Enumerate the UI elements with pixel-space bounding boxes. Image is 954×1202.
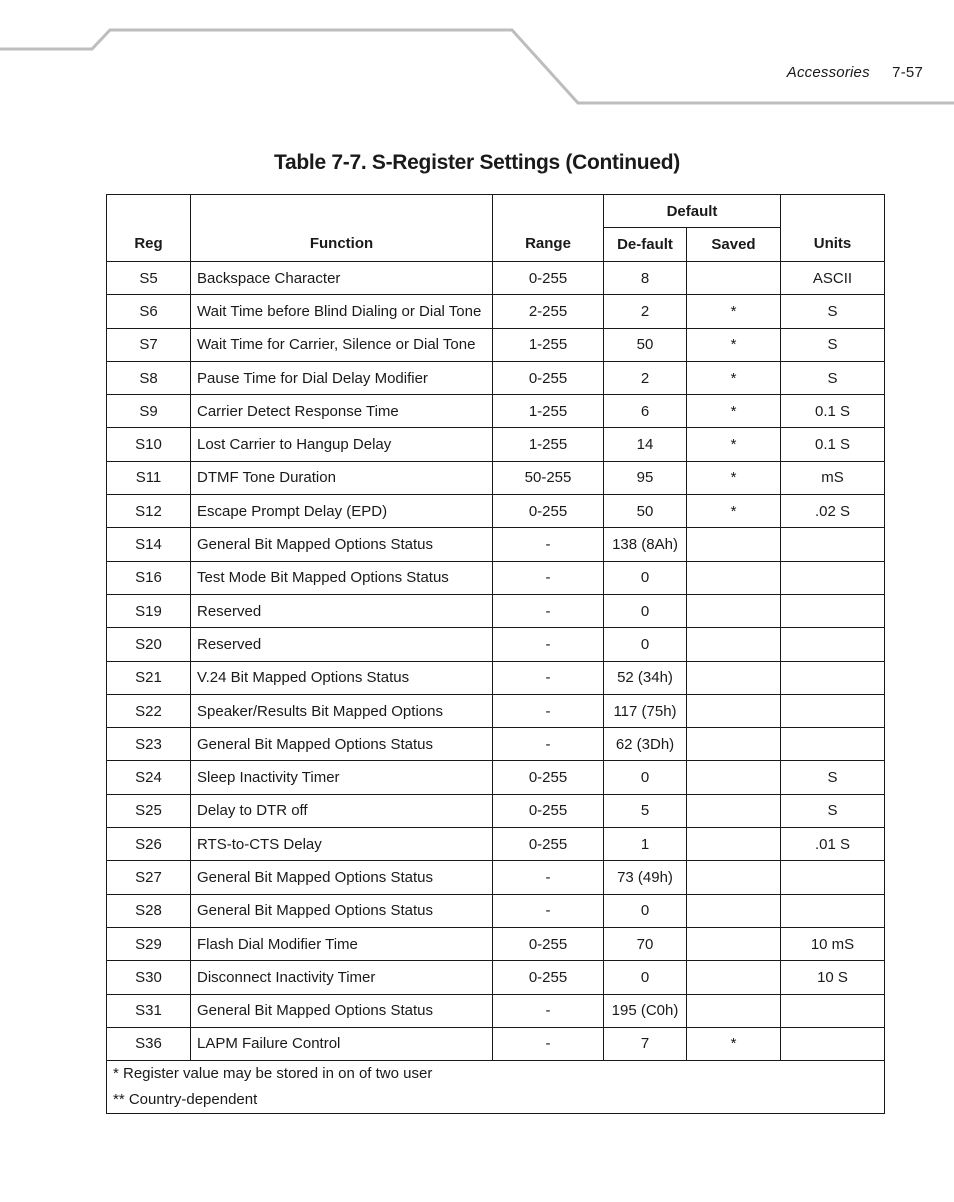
cell-default: 73 (49h) (604, 861, 687, 894)
s-register-table (106, 194, 885, 1114)
cell-reg: S9 (107, 395, 191, 428)
cell-range: - (493, 661, 604, 694)
cell-default: 0 (604, 761, 687, 794)
cell-default: 70 (604, 927, 687, 960)
cell-units: S (781, 361, 885, 394)
col-header-saved: Saved (687, 228, 781, 262)
cell-units (781, 694, 885, 727)
table-row (107, 428, 885, 461)
cell-range: - (493, 628, 604, 661)
cell-reg: S27 (107, 861, 191, 894)
cell-range: 0-255 (493, 961, 604, 994)
cell-units (781, 561, 885, 594)
cell-function: Speaker/Results Bit Mapped Options (191, 694, 493, 727)
cell-units: S (781, 328, 885, 361)
table-row (107, 461, 885, 494)
cell-saved (687, 861, 781, 894)
cell-saved: * (687, 361, 781, 394)
cell-function: Sleep Inactivity Timer (191, 761, 493, 794)
cell-saved (687, 761, 781, 794)
cell-saved (687, 994, 781, 1027)
cell-range: 50-255 (493, 461, 604, 494)
cell-saved (687, 828, 781, 861)
cell-default: 6 (604, 395, 687, 428)
cell-default: 95 (604, 461, 687, 494)
col-header-default: De-fault (604, 228, 687, 262)
table-row (107, 328, 885, 361)
cell-default: 50 (604, 495, 687, 528)
cell-units: .02 S (781, 495, 885, 528)
cell-reg: S29 (107, 927, 191, 960)
footnote-country: ** Country-dependent (113, 1091, 258, 1109)
table-row (107, 628, 885, 661)
cell-range: - (493, 594, 604, 627)
cell-saved (687, 961, 781, 994)
cell-reg: S23 (107, 728, 191, 761)
cell-function: General Bit Mapped Options Status (191, 728, 493, 761)
cell-saved (687, 661, 781, 694)
cell-units (781, 528, 885, 561)
cell-units: 10 mS (781, 927, 885, 960)
cell-units: 0.1 S (781, 395, 885, 428)
col-header-range: Range (493, 195, 604, 262)
cell-default: 0 (604, 628, 687, 661)
cell-function: DTMF Tone Duration (191, 461, 493, 494)
table-row (107, 262, 885, 295)
cell-saved (687, 262, 781, 295)
table-row (107, 528, 885, 561)
cell-function: V.24 Bit Mapped Options Status (191, 661, 493, 694)
table-row (107, 295, 885, 328)
cell-default: 117 (75h) (604, 694, 687, 727)
cell-function: General Bit Mapped Options Status (191, 994, 493, 1027)
cell-units (781, 661, 885, 694)
cell-saved (687, 794, 781, 827)
cell-range: - (493, 894, 604, 927)
table-row (107, 361, 885, 394)
table-row (107, 828, 885, 861)
cell-default: 0 (604, 894, 687, 927)
cell-saved: * (687, 328, 781, 361)
cell-saved: * (687, 428, 781, 461)
footnote-saved: * Register value may be stored in on of two user (113, 1065, 433, 1083)
cell-default: 2 (604, 295, 687, 328)
cell-units: S (781, 761, 885, 794)
cell-range: - (493, 1027, 604, 1060)
cell-saved: * (687, 395, 781, 428)
table-row (107, 794, 885, 827)
cell-range: - (493, 728, 604, 761)
cell-default: 5 (604, 794, 687, 827)
cell-default: 50 (604, 328, 687, 361)
col-header-default-group: Default (604, 195, 781, 228)
cell-units: S (781, 794, 885, 827)
cell-saved: * (687, 461, 781, 494)
cell-saved (687, 728, 781, 761)
cell-reg: S19 (107, 594, 191, 627)
cell-function: Test Mode Bit Mapped Options Status (191, 561, 493, 594)
cell-reg: S24 (107, 761, 191, 794)
cell-range: - (493, 861, 604, 894)
table-row (107, 927, 885, 960)
table-row (107, 594, 885, 627)
header-rule-graphic (0, 0, 954, 110)
cell-default: 62 (3Dh) (604, 728, 687, 761)
footnote-cell (107, 1061, 885, 1114)
table-row (107, 761, 885, 794)
section-name: Accessories (786, 64, 870, 81)
table-row (107, 961, 885, 994)
cell-reg: S10 (107, 428, 191, 461)
cell-function: Reserved (191, 628, 493, 661)
cell-range: 0-255 (493, 828, 604, 861)
cell-saved (687, 694, 781, 727)
cell-reg: S7 (107, 328, 191, 361)
cell-units: ASCII (781, 262, 885, 295)
cell-default: 0 (604, 594, 687, 627)
cell-saved: * (687, 495, 781, 528)
cell-saved (687, 894, 781, 927)
cell-function: Lost Carrier to Hangup Delay (191, 428, 493, 461)
cell-units: S (781, 295, 885, 328)
cell-default: 52 (34h) (604, 661, 687, 694)
table-row (107, 728, 885, 761)
table-row (107, 661, 885, 694)
cell-reg: S21 (107, 661, 191, 694)
cell-range: 0-255 (493, 761, 604, 794)
cell-reg: S25 (107, 794, 191, 827)
cell-reg: S28 (107, 894, 191, 927)
cell-reg: S8 (107, 361, 191, 394)
cell-saved: * (687, 1027, 781, 1060)
cell-function: General Bit Mapped Options Status (191, 861, 493, 894)
cell-units (781, 894, 885, 927)
cell-units: .01 S (781, 828, 885, 861)
cell-default: 14 (604, 428, 687, 461)
cell-units (781, 861, 885, 894)
cell-function: Pause Time for Dial Delay Modifier (191, 361, 493, 394)
table-row (107, 395, 885, 428)
cell-range: - (493, 528, 604, 561)
cell-reg: S11 (107, 461, 191, 494)
table-row (107, 495, 885, 528)
cell-units (781, 994, 885, 1027)
cell-range: 0-255 (493, 794, 604, 827)
table-row (107, 861, 885, 894)
table-title: Table 7-7. S-Register Settings (Continued) (274, 151, 680, 174)
cell-range: 1-255 (493, 428, 604, 461)
cell-saved (687, 628, 781, 661)
page-number: 7-57 (892, 64, 923, 81)
table-row (107, 1027, 885, 1060)
cell-range: 0-255 (493, 495, 604, 528)
cell-range: 1-255 (493, 395, 604, 428)
cell-saved (687, 927, 781, 960)
cell-units (781, 728, 885, 761)
cell-units (781, 594, 885, 627)
cell-reg: S26 (107, 828, 191, 861)
cell-reg: S22 (107, 694, 191, 727)
col-header-reg: Reg (107, 195, 191, 262)
cell-units (781, 628, 885, 661)
cell-function: Delay to DTR off (191, 794, 493, 827)
cell-default: 7 (604, 1027, 687, 1060)
cell-range: - (493, 561, 604, 594)
cell-saved (687, 561, 781, 594)
cell-default: 8 (604, 262, 687, 295)
cell-range: - (493, 994, 604, 1027)
table-row (107, 561, 885, 594)
cell-reg: S14 (107, 528, 191, 561)
cell-function: Disconnect Inactivity Timer (191, 961, 493, 994)
table-row (107, 894, 885, 927)
cell-saved: * (687, 295, 781, 328)
cell-units (781, 1027, 885, 1060)
cell-range: 2-255 (493, 295, 604, 328)
cell-range: 1-255 (493, 328, 604, 361)
cell-default: 195 (C0h) (604, 994, 687, 1027)
cell-reg: S36 (107, 1027, 191, 1060)
cell-range: 0-255 (493, 361, 604, 394)
cell-function: General Bit Mapped Options Status (191, 894, 493, 927)
cell-range: - (493, 694, 604, 727)
cell-function: General Bit Mapped Options Status (191, 528, 493, 561)
cell-saved (687, 594, 781, 627)
cell-function: Flash Dial Modifier Time (191, 927, 493, 960)
cell-reg: S20 (107, 628, 191, 661)
cell-function: RTS-to-CTS Delay (191, 828, 493, 861)
cell-range: 0-255 (493, 262, 604, 295)
cell-default: 138 (8Ah) (604, 528, 687, 561)
cell-function: Escape Prompt Delay (EPD) (191, 495, 493, 528)
cell-reg: S31 (107, 994, 191, 1027)
cell-default: 2 (604, 361, 687, 394)
cell-saved (687, 528, 781, 561)
col-header-function: Function (191, 195, 493, 262)
cell-reg: S6 (107, 295, 191, 328)
footnote-row (107, 1061, 885, 1114)
cell-default: 0 (604, 961, 687, 994)
table-header-row (107, 195, 885, 228)
cell-reg: S12 (107, 495, 191, 528)
col-header-units: Units (781, 195, 885, 262)
cell-function: Reserved (191, 594, 493, 627)
cell-function: LAPM Failure Control (191, 1027, 493, 1060)
cell-reg: S16 (107, 561, 191, 594)
table-row (107, 994, 885, 1027)
cell-default: 0 (604, 561, 687, 594)
cell-function: Wait Time before Blind Dialing or Dial Tone (191, 295, 493, 328)
cell-units: 10 S (781, 961, 885, 994)
cell-units: mS (781, 461, 885, 494)
cell-reg: S5 (107, 262, 191, 295)
cell-function: Carrier Detect Response Time (191, 395, 493, 428)
running-head (787, 64, 923, 81)
table-row (107, 694, 885, 727)
cell-range: 0-255 (493, 927, 604, 960)
cell-reg: S30 (107, 961, 191, 994)
cell-function: Backspace Character (191, 262, 493, 295)
cell-default: 1 (604, 828, 687, 861)
cell-units: 0.1 S (781, 428, 885, 461)
cell-function: Wait Time for Carrier, Silence or Dial Tone (191, 328, 493, 361)
